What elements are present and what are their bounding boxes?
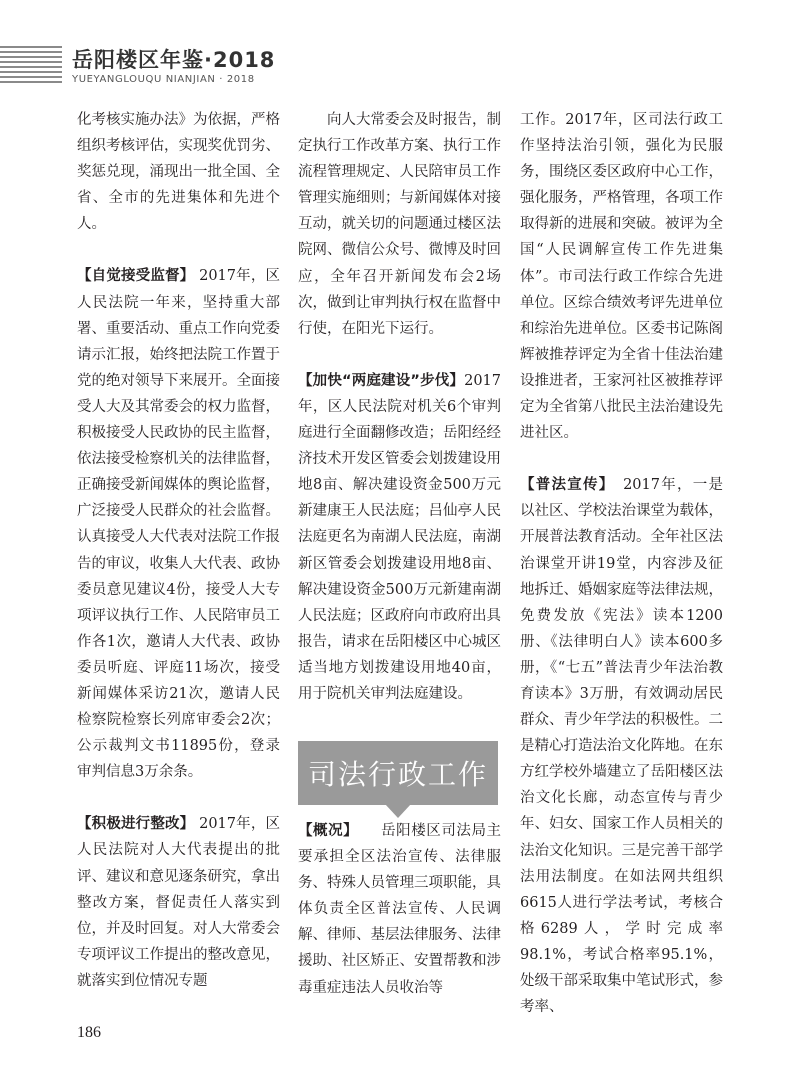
paragraph-body: 岳阳楼区司法局主要承担全区法治宣传、法律服务、特殊人员管理三项职能，具体负责全区普法宣传、人民调解、律师、基层法律服务、法律援助、社区矫正、安置帮教和涉毒重症违法人员收治等 <box>298 823 502 996</box>
paragraph-body: 2017年，区人民法院一年来，坚持重大部署、重要活动、重点工作向党委请示汇报，始终把法院工作置于党的绝对领导下来展开。全面接受人大及其常委会的权力监督，积极接受人民政协的民主监督，依法接受检察机关的法律监督，正确接受新闻媒体的舆论监督，广泛接受人民群众的社会监督。认真接受人大代表对法院工作报告的审议，收集人大代表、政协委员意见建议4份，接受人大专项评议执行工作、人民陪审员工作各1次，邀请人大代表、政协委员听庭、评庭11场次，接受新闻媒体采访21次，邀请人民检察院检察长列席审委会2次；公示裁判文书11895份，登录审判信息3万余条。 <box>77 268 280 781</box>
page-header-title: 岳阳楼区年鉴·2018 <box>72 48 276 72</box>
paragraph <box>298 818 501 1001</box>
paragraph: 向人大常委会及时报告，制定执行工作改革方案、执行工作流程管理规定、人民陪审员工作管理实施细则；与新闻媒体对接互动，就关切的问题通过楼区法院网、微信公众号、微博及时回应，全年召开新闻发布会2场次，做到让审判执行权在监督中行使，在阳光下运行。 <box>298 112 501 337</box>
section-heading: 【加快“两庭建设”步伐】 <box>298 372 465 389</box>
paragraph <box>77 263 280 785</box>
text-column-2-lower <box>298 818 501 1001</box>
header-decorative-lines <box>0 46 62 86</box>
text-column-3 <box>520 107 723 1020</box>
paragraph <box>298 368 501 707</box>
section-title-banner: 司法行政工作 <box>298 741 498 805</box>
section-heading: 【概况】 <box>298 823 351 839</box>
paragraph <box>77 811 280 994</box>
paragraph: 化考核实施办法》为依据，严格组织考核评估，实现奖优罚劣、奖惩兑现，涌现出一批全国、全省、全市的先进集体和先进个人。 <box>77 112 280 233</box>
paragraph-body: 2017年，区人民法院对机关6个审判庭进行全面翻修改造；岳阳经经济技术开发区管委会划拨建设用地8亩、解决建设资金500万元新建康王人民法庭；吕仙亭人民法庭更名为南湖人民法庭，南湖新区管委会划拨建设用地8亩、解决建设资金500万元新建南湖人民法庭；区政府向市政府出具报告，请求在岳阳楼区中心城区适当地方划拨建设用地40亩，用于院机关审判法庭建设。 <box>298 372 501 702</box>
section-heading: 【自觉接受监督】 <box>77 268 195 285</box>
text-column-2 <box>298 107 501 707</box>
section-heading: 【积极进行整改】 <box>77 816 195 833</box>
paragraph-body: 2017年，一是以社区、学校法治课堂为载体，开展普法教育活动。全年社区法治课堂开讲19堂，内容涉及征地拆迁、婚姻家庭等法律法规，免费发放《宪法》读本1200册、《法律明白人》读本600多册，《“七五”普法青少年法治教育读本》3万册，有效调动居民群众、青少年学法的积极性。二是精心打造法治文化阵地。在东方红学校外墙建立了岳阳楼区法治文化长廊，动态宣传与青少年、妇女、国家工作人员相关的法治文化知识。三是完善干部学法用法制度。在如法网共组织6615人进行学法考试，考核合格6289人，学时完成率98.1%，考试合格率95.1%，处级干部采取集中笔试形式，参考率、 <box>520 477 724 1016</box>
page-header-subtitle: YUEYANGLOUQU NIANJIAN · 2018 <box>72 74 255 85</box>
text-column-1 <box>77 107 280 994</box>
page-number: 186 <box>77 1024 101 1041</box>
paragraph <box>520 472 723 1020</box>
section-heading: 【普法宣传】 <box>520 477 608 494</box>
paragraph: 工作。2017年，区司法行政工作坚持法治引领，强化为民服务，围绕区委区政府中心工作，强化服务，严格管理，各项工作取得新的进展和突破。被评为全国“人民调解宣传工作先进集体”。市司法行政工作综合先进单位。区综合绩效考评先进单位和综治先进单位。区委书记陈阁辉被推荐评定为全省十佳法治建设推进者，王家河社区被推荐评定为全省第八批民主法治建设先进社区。 <box>520 112 723 442</box>
paragraph-body: 2017年，区人民法院对人大代表提出的批评、建议和意见逐条研究，拿出整改方案，督促责任人落实到位，并及时回复。对人大常委会专项评议工作提出的整改意见，就落实到位情况专题 <box>77 816 280 989</box>
banner-pointer-decoration <box>385 804 411 818</box>
